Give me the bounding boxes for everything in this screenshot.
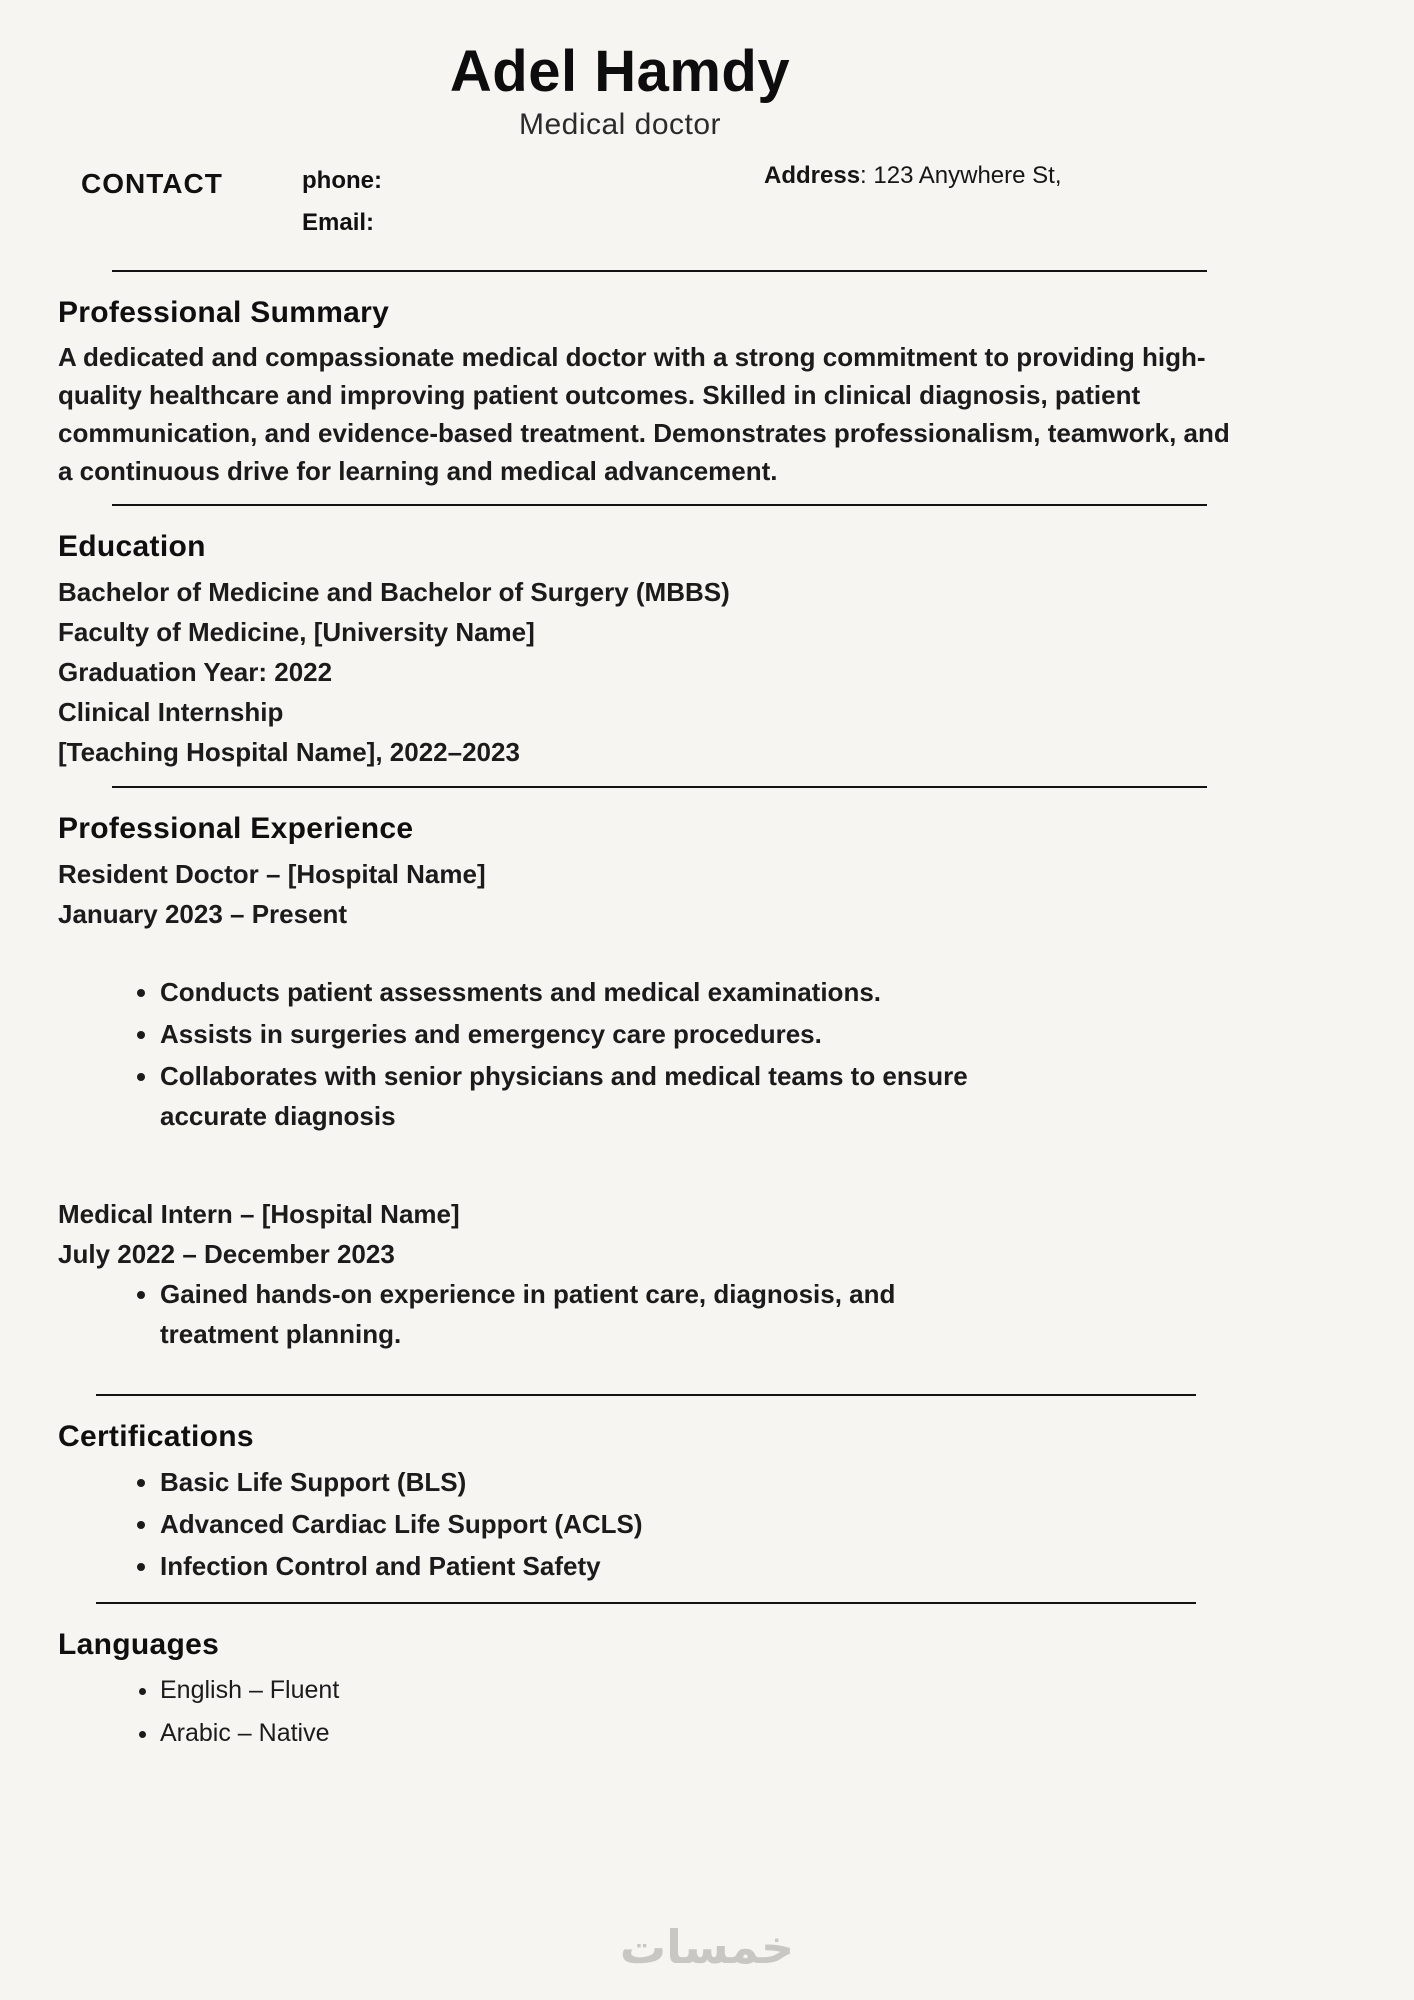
language-item: • English – Fluent (160, 1670, 1060, 1711)
address-value: : 123 Anywhere St, (860, 161, 1062, 189)
summary-heading: Professional Summary (58, 295, 390, 329)
divider (96, 1394, 1196, 1396)
certification-item: • Infection Control and Patient Safety (160, 1546, 1280, 1586)
education-line: [Teaching Hospital Name], 2022–2023 (58, 736, 520, 767)
certification-item: • Advanced Cardiac Life Support (ACLS) (160, 1504, 1280, 1544)
experience-section (0, 812, 1414, 1354)
person-name: Adel Hamdy (449, 39, 791, 104)
education-line: Graduation Year: 2022 (58, 656, 333, 687)
job-dates: January 2023 – Present (58, 898, 348, 929)
divider (96, 1602, 1196, 1604)
divider (112, 786, 1207, 788)
divider (112, 270, 1207, 272)
site-watermark: خمسات (619, 1920, 795, 1974)
education-section (0, 530, 1414, 772)
education-line: Faculty of Medicine, [University Name] (58, 616, 535, 647)
job-bullet: • Assists in surgeries and emergency care procedures. (160, 1014, 1010, 1054)
contact-section (0, 160, 1414, 270)
address-line (764, 162, 1062, 190)
person-role: Medical doctor (518, 107, 722, 141)
job-title: Resident Doctor – [Hospital Name] (58, 858, 486, 889)
experience-heading: Professional Experience (58, 811, 414, 845)
certification-item: • Basic Life Support (BLS) (160, 1462, 1280, 1502)
job-dates: July 2022 – December 2023 (58, 1238, 395, 1269)
email-label: Email: (302, 208, 375, 236)
certifications-section (0, 1420, 1414, 1586)
job-bullets (58, 1274, 1294, 1354)
resume-header (0, 40, 1240, 142)
address-label: Address (764, 161, 861, 189)
contact-heading: CONTACT (81, 167, 223, 199)
certifications-list (58, 1462, 1294, 1586)
job-bullet: • Collaborates with senior physicians and medical teams to ensure accurate diagnosis (160, 1056, 1010, 1136)
job-bullet: • Gained hands-on experience in patient care, diagnosis, and treatment planning. (160, 1274, 1010, 1354)
languages-heading: Languages (58, 1627, 220, 1661)
summary-text: A dedicated and compassionate medical doctor with a strong commitment to providing high-quality healthcare and improving patient outcomes. Skilled in clinical diagnosis, patient communication, and evidence-based treatment. Demonstrates professionalism, teamwork, and a continuous drive for learning and medical advancement. (58, 341, 1230, 486)
divider (112, 504, 1207, 506)
languages-list (58, 1670, 1294, 1754)
education-line: Clinical Internship (58, 696, 284, 727)
job-entry (58, 1194, 1294, 1354)
education-heading: Education (58, 529, 206, 563)
job-entry (58, 854, 1294, 1136)
education-line: Bachelor of Medicine and Bachelor of Surgery (MBBS) (58, 576, 730, 607)
language-item: • Arabic – Native (160, 1713, 1060, 1754)
phone-label: phone: (302, 166, 382, 194)
languages-section (0, 1628, 1414, 1754)
summary-section (0, 296, 1414, 490)
certifications-heading: Certifications (58, 1419, 254, 1453)
job-bullets (58, 972, 1294, 1136)
job-bullet: • Conducts patient assessments and medical examinations. (160, 972, 1010, 1012)
job-title: Medical Intern – [Hospital Name] (58, 1198, 460, 1229)
contact-fields (302, 160, 382, 244)
